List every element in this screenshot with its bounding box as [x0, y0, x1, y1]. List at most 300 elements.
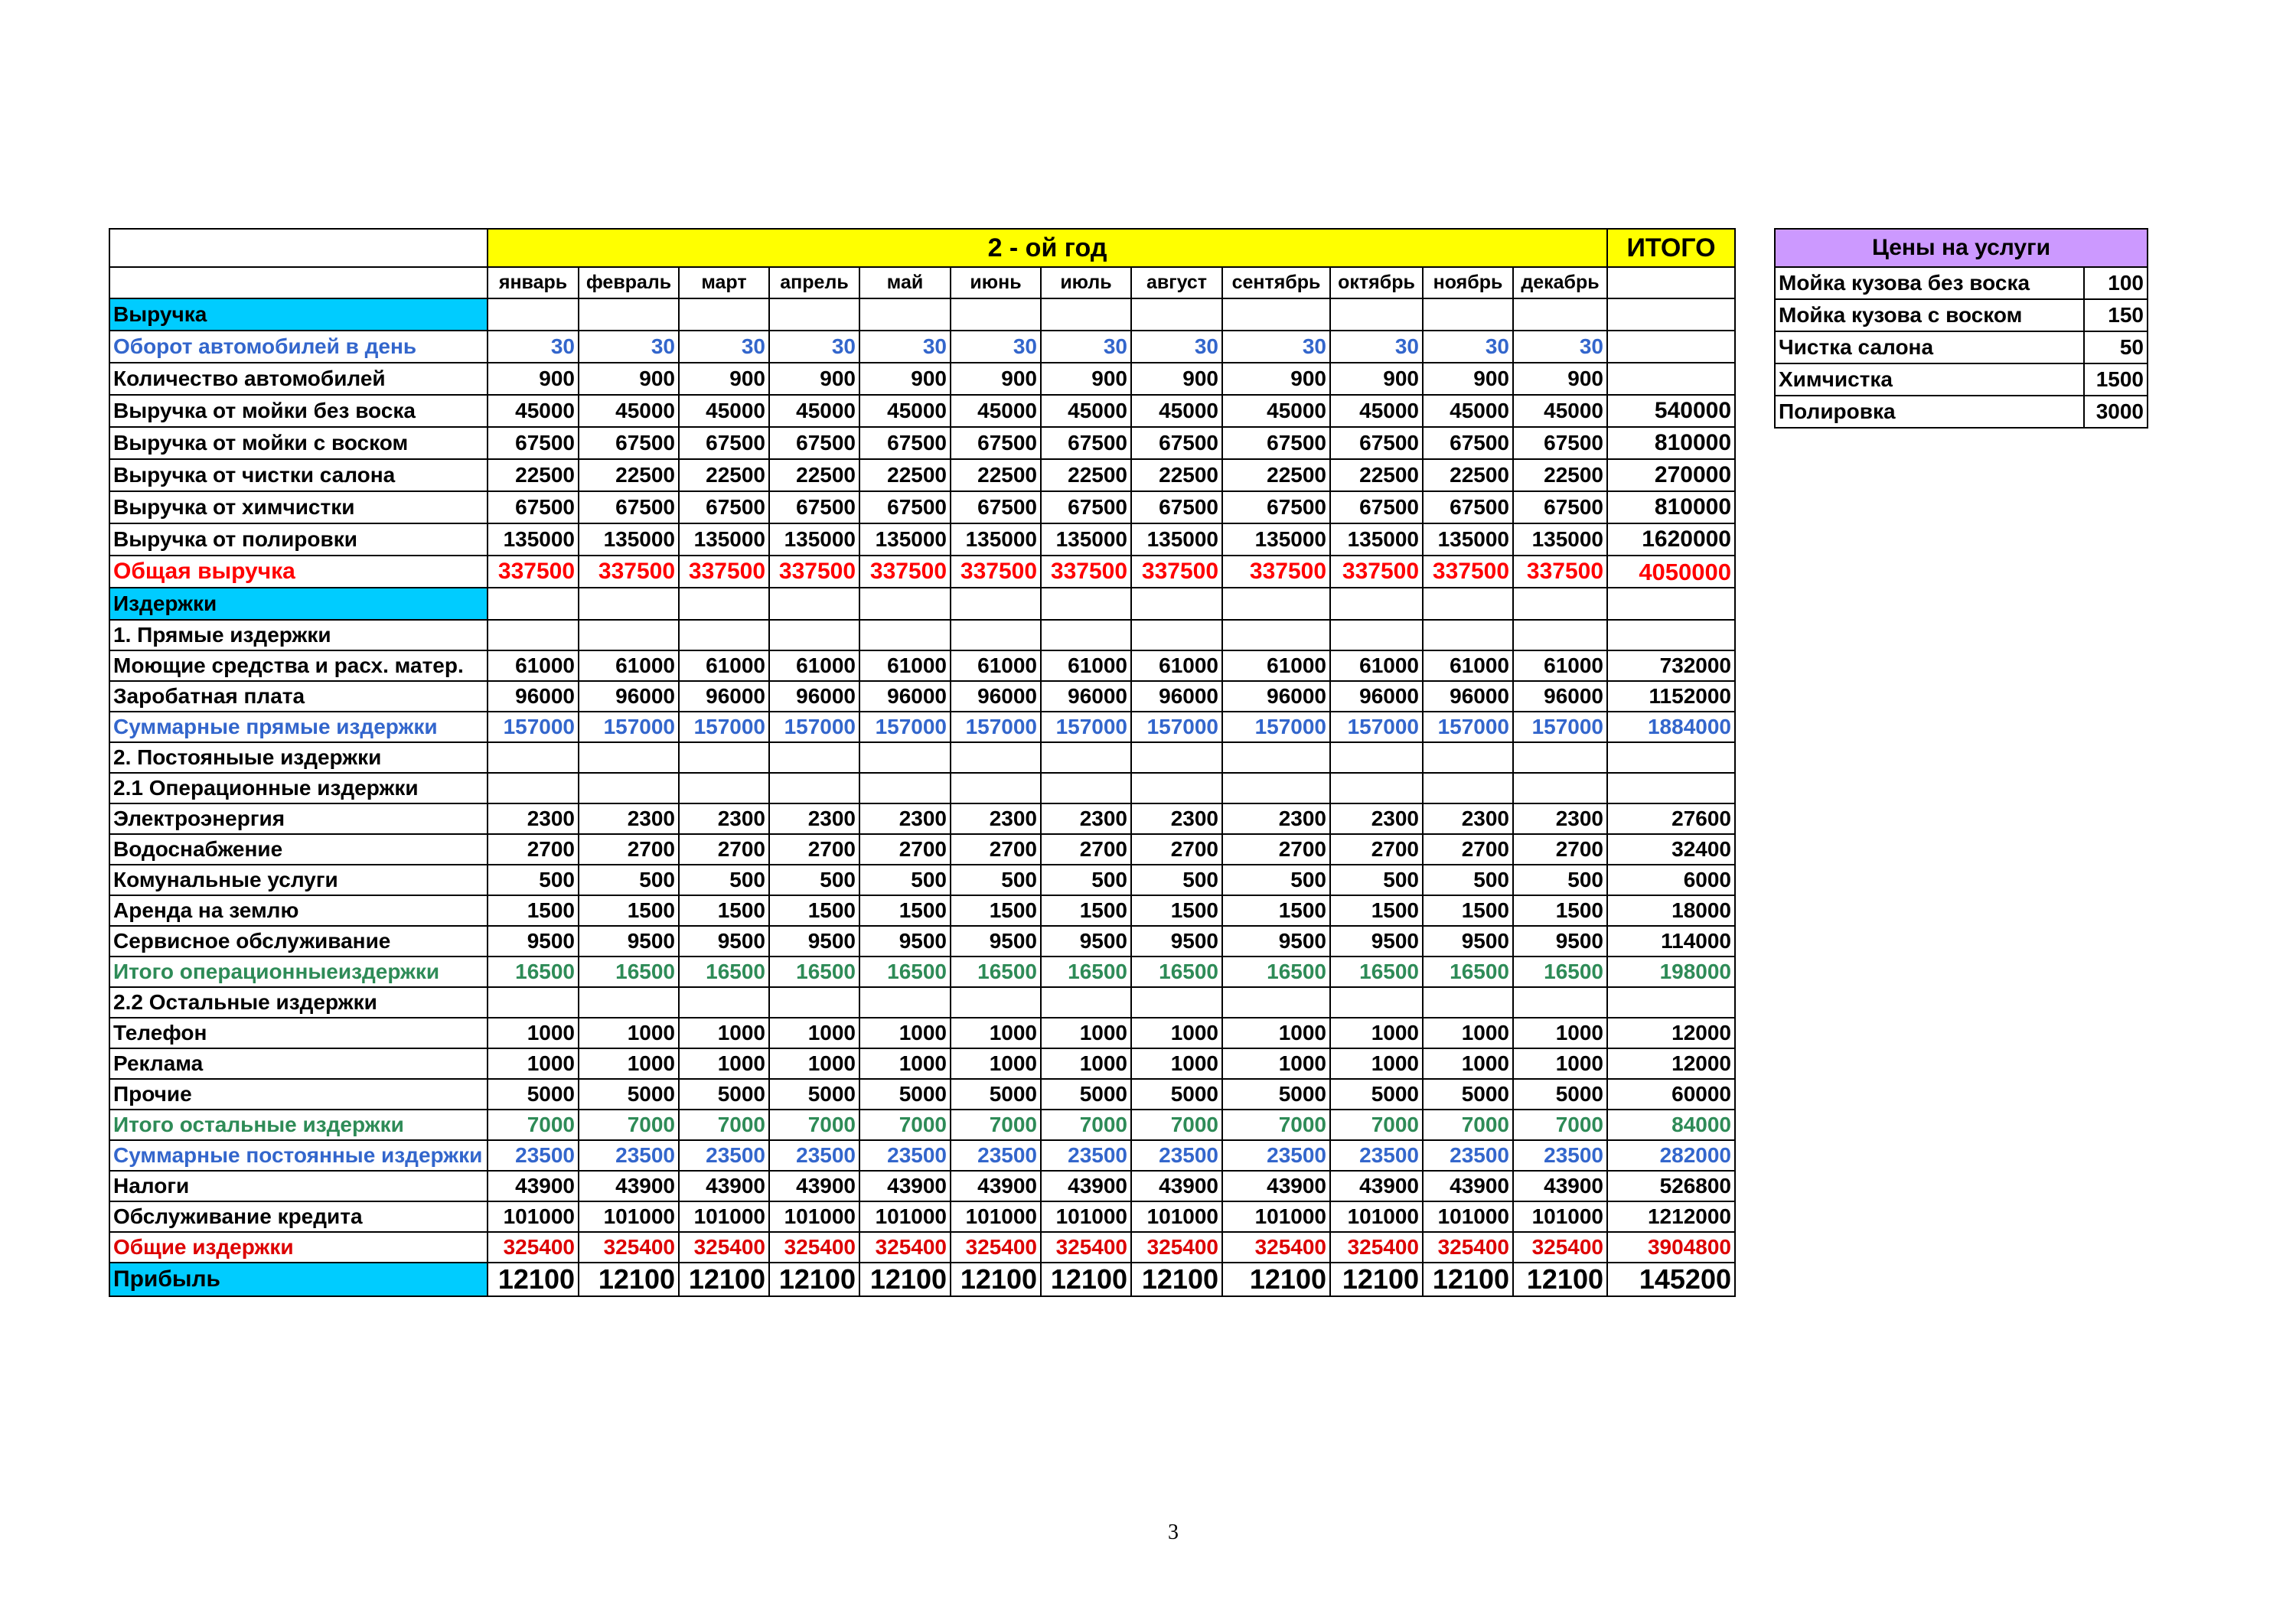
row-label: Итого операционныеиздержки — [109, 957, 488, 987]
value-cell: 30 — [1041, 331, 1131, 363]
value-cell: 61000 — [1222, 650, 1330, 681]
value-cell: 1000 — [1330, 1048, 1423, 1079]
value-cell: 325400 — [1330, 1232, 1423, 1263]
value-cell — [1423, 298, 1513, 331]
value-cell: 67500 — [1041, 491, 1131, 523]
value-cell: 67500 — [1423, 491, 1513, 523]
value-cell — [951, 620, 1041, 650]
value-cell — [769, 620, 859, 650]
value-cell: 16500 — [1513, 957, 1607, 987]
value-cell: 2300 — [951, 803, 1041, 834]
value-cell: 500 — [769, 865, 859, 895]
value-cell: 135000 — [1513, 523, 1607, 556]
value-cell: 45000 — [769, 395, 859, 427]
value-cell: 7000 — [488, 1110, 579, 1140]
value-cell: 1500 — [679, 895, 769, 926]
value-cell: 67500 — [679, 427, 769, 459]
value-cell: 67500 — [1330, 491, 1423, 523]
month-header: январь — [488, 267, 579, 298]
value-cell: 30 — [951, 331, 1041, 363]
value-cell: 135000 — [1131, 523, 1222, 556]
value-cell — [769, 742, 859, 773]
value-cell: 337500 — [1330, 556, 1423, 588]
corner-cell — [109, 229, 488, 267]
value-cell: 22500 — [579, 459, 679, 491]
value-cell: 325400 — [769, 1232, 859, 1263]
value-cell: 45000 — [1041, 395, 1131, 427]
value-cell: 1000 — [859, 1048, 951, 1079]
total-cell: 540000 — [1607, 395, 1735, 427]
row-label: Реклама — [109, 1048, 488, 1079]
prices-title-row — [1775, 229, 2148, 267]
value-cell: 16500 — [1222, 957, 1330, 987]
value-cell: 1000 — [1222, 1018, 1330, 1048]
table-row — [109, 1171, 1735, 1201]
value-cell: 101000 — [859, 1201, 951, 1232]
value-cell: 1000 — [859, 1018, 951, 1048]
value-cell: 325400 — [1423, 1232, 1513, 1263]
value-cell: 1500 — [1330, 895, 1423, 926]
value-cell: 1000 — [1513, 1048, 1607, 1079]
value-cell — [1330, 773, 1423, 803]
value-cell: 61000 — [859, 650, 951, 681]
value-cell: 12100 — [1222, 1263, 1330, 1296]
value-cell: 7000 — [1222, 1110, 1330, 1140]
value-cell: 101000 — [1041, 1201, 1131, 1232]
value-cell: 30 — [679, 331, 769, 363]
value-cell: 61000 — [951, 650, 1041, 681]
value-cell: 500 — [859, 865, 951, 895]
value-cell: 900 — [951, 363, 1041, 395]
total-cell: 114000 — [1607, 926, 1735, 957]
value-cell: 1500 — [1131, 895, 1222, 926]
value-cell: 135000 — [1222, 523, 1330, 556]
value-cell — [679, 987, 769, 1018]
value-cell: 30 — [1423, 331, 1513, 363]
value-cell: 43900 — [1222, 1171, 1330, 1201]
value-cell: 23500 — [579, 1140, 679, 1171]
value-cell: 22500 — [1131, 459, 1222, 491]
value-cell: 500 — [1222, 865, 1330, 895]
value-cell — [951, 742, 1041, 773]
row-label: Выручка от мойки с воском — [109, 427, 488, 459]
service-price: 3000 — [2084, 396, 2148, 428]
table-row — [109, 1140, 1735, 1171]
service-name: Мойка кузова с воском — [1775, 299, 2084, 331]
value-cell: 43900 — [1131, 1171, 1222, 1201]
value-cell — [579, 773, 679, 803]
value-cell: 7000 — [859, 1110, 951, 1140]
value-cell: 2300 — [859, 803, 951, 834]
value-cell: 500 — [951, 865, 1041, 895]
value-cell — [1041, 987, 1131, 1018]
value-cell: 43900 — [679, 1171, 769, 1201]
value-cell: 2700 — [488, 834, 579, 865]
value-cell: 135000 — [859, 523, 951, 556]
value-cell: 22500 — [1222, 459, 1330, 491]
value-cell: 96000 — [769, 681, 859, 712]
value-cell — [1222, 742, 1330, 773]
value-cell: 157000 — [1131, 712, 1222, 742]
value-cell: 500 — [488, 865, 579, 895]
row-label: Обслуживание кредита — [109, 1201, 488, 1232]
value-cell: 7000 — [1131, 1110, 1222, 1140]
service-name: Мойка кузова без воска — [1775, 267, 2084, 299]
value-cell: 500 — [1513, 865, 1607, 895]
row-label: Количество автомобилей — [109, 363, 488, 395]
value-cell: 135000 — [488, 523, 579, 556]
value-cell: 30 — [488, 331, 579, 363]
value-cell: 96000 — [1330, 681, 1423, 712]
total-cell: 282000 — [1607, 1140, 1735, 1171]
value-cell: 43900 — [1423, 1171, 1513, 1201]
value-cell — [1330, 588, 1423, 620]
value-cell: 2700 — [1041, 834, 1131, 865]
value-cell: 337500 — [679, 556, 769, 588]
value-cell: 61000 — [1131, 650, 1222, 681]
value-cell: 96000 — [1041, 681, 1131, 712]
value-cell — [769, 588, 859, 620]
value-cell — [679, 773, 769, 803]
value-cell: 22500 — [951, 459, 1041, 491]
value-cell: 96000 — [1222, 681, 1330, 712]
row-label: Прибыль — [109, 1263, 488, 1296]
value-cell — [1222, 298, 1330, 331]
value-cell — [1041, 620, 1131, 650]
value-cell: 61000 — [1041, 650, 1131, 681]
value-cell — [1513, 742, 1607, 773]
value-cell: 43900 — [579, 1171, 679, 1201]
value-cell: 325400 — [1131, 1232, 1222, 1263]
value-cell: 2700 — [1222, 834, 1330, 865]
value-cell: 337500 — [1423, 556, 1513, 588]
value-cell: 67500 — [488, 491, 579, 523]
value-cell: 101000 — [1513, 1201, 1607, 1232]
value-cell: 157000 — [679, 712, 769, 742]
value-cell — [859, 588, 951, 620]
value-cell: 2300 — [1330, 803, 1423, 834]
value-cell: 7000 — [1423, 1110, 1513, 1140]
value-cell: 2300 — [1423, 803, 1513, 834]
value-cell: 23500 — [679, 1140, 769, 1171]
value-cell — [1513, 620, 1607, 650]
month-header: октябрь — [1330, 267, 1423, 298]
value-cell: 23500 — [951, 1140, 1041, 1171]
value-cell: 43900 — [1041, 1171, 1131, 1201]
value-cell — [488, 298, 579, 331]
value-cell: 337500 — [769, 556, 859, 588]
value-cell: 1000 — [951, 1018, 1041, 1048]
value-cell: 45000 — [679, 395, 769, 427]
value-cell: 67500 — [769, 491, 859, 523]
value-cell: 500 — [579, 865, 679, 895]
table-row — [109, 331, 1735, 363]
value-cell: 157000 — [951, 712, 1041, 742]
value-cell: 30 — [1131, 331, 1222, 363]
value-cell: 1000 — [1222, 1048, 1330, 1079]
row-label: Итого остальные издержки — [109, 1110, 488, 1140]
table-row — [109, 1263, 1735, 1296]
table-row — [109, 620, 1735, 650]
value-cell — [1131, 298, 1222, 331]
row-label: Прочие — [109, 1079, 488, 1110]
row-label: Выручка от чистки салона — [109, 459, 488, 491]
value-cell: 67500 — [1330, 427, 1423, 459]
row-label: Выручка — [109, 298, 488, 331]
value-cell: 67500 — [859, 427, 951, 459]
value-cell: 23500 — [1222, 1140, 1330, 1171]
month-header: июль — [1041, 267, 1131, 298]
value-cell: 43900 — [1330, 1171, 1423, 1201]
value-cell: 5000 — [579, 1079, 679, 1110]
row-label: Суммарные постоянные издержки — [109, 1140, 488, 1171]
value-cell: 5000 — [1131, 1079, 1222, 1110]
value-cell: 7000 — [951, 1110, 1041, 1140]
value-cell: 45000 — [1513, 395, 1607, 427]
total-column-header — [1607, 267, 1735, 298]
service-name: Чистка салона — [1775, 331, 2084, 363]
value-cell: 2300 — [1513, 803, 1607, 834]
value-cell: 23500 — [1131, 1140, 1222, 1171]
value-cell — [1330, 298, 1423, 331]
value-cell: 5000 — [1423, 1079, 1513, 1110]
value-cell: 1000 — [1041, 1018, 1131, 1048]
value-cell: 2700 — [579, 834, 679, 865]
value-cell: 96000 — [1423, 681, 1513, 712]
service-name: Полировка — [1775, 396, 2084, 428]
value-cell: 1000 — [1423, 1018, 1513, 1048]
value-cell: 23500 — [859, 1140, 951, 1171]
value-cell: 16500 — [679, 957, 769, 987]
value-cell — [769, 773, 859, 803]
month-header: март — [679, 267, 769, 298]
value-cell — [488, 987, 579, 1018]
value-cell: 12100 — [1330, 1263, 1423, 1296]
value-cell: 16500 — [1423, 957, 1513, 987]
value-cell: 7000 — [1513, 1110, 1607, 1140]
row-label: Комунальные услуги — [109, 865, 488, 895]
value-cell: 45000 — [579, 395, 679, 427]
table-row — [109, 834, 1735, 865]
value-cell: 22500 — [1041, 459, 1131, 491]
value-cell — [1222, 588, 1330, 620]
row-label: 1. Прямые издержки — [109, 620, 488, 650]
value-cell: 67500 — [769, 427, 859, 459]
value-cell: 325400 — [579, 1232, 679, 1263]
value-cell: 337500 — [579, 556, 679, 588]
table-row — [109, 865, 1735, 895]
value-cell: 9500 — [1423, 926, 1513, 957]
value-cell: 22500 — [1423, 459, 1513, 491]
value-cell: 67500 — [488, 427, 579, 459]
value-cell: 67500 — [1513, 491, 1607, 523]
page-number: 3 — [1168, 1520, 1179, 1544]
row-label: Общие издержки — [109, 1232, 488, 1263]
service-price: 150 — [2084, 299, 2148, 331]
value-cell — [951, 298, 1041, 331]
value-cell: 61000 — [1330, 650, 1423, 681]
value-cell: 1000 — [488, 1018, 579, 1048]
value-cell: 135000 — [1423, 523, 1513, 556]
value-cell: 7000 — [579, 1110, 679, 1140]
table-row — [109, 803, 1735, 834]
total-cell: 18000 — [1607, 895, 1735, 926]
value-cell: 325400 — [488, 1232, 579, 1263]
value-cell: 67500 — [679, 491, 769, 523]
table-row — [109, 523, 1735, 556]
value-cell: 67500 — [1222, 427, 1330, 459]
value-cell: 157000 — [1041, 712, 1131, 742]
value-cell — [579, 742, 679, 773]
table-row — [109, 987, 1735, 1018]
value-cell: 500 — [1423, 865, 1513, 895]
value-cell: 2700 — [1513, 834, 1607, 865]
value-cell — [579, 588, 679, 620]
value-cell: 16500 — [769, 957, 859, 987]
month-header: апрель — [769, 267, 859, 298]
value-cell: 2700 — [679, 834, 769, 865]
value-cell: 96000 — [1131, 681, 1222, 712]
value-cell: 23500 — [1330, 1140, 1423, 1171]
value-cell: 135000 — [579, 523, 679, 556]
value-cell — [1423, 620, 1513, 650]
total-cell — [1607, 363, 1735, 395]
value-cell: 96000 — [488, 681, 579, 712]
value-cell — [1222, 987, 1330, 1018]
value-cell: 1000 — [769, 1018, 859, 1048]
value-cell: 1000 — [488, 1048, 579, 1079]
value-cell — [1513, 773, 1607, 803]
value-cell — [1330, 620, 1423, 650]
value-cell: 2700 — [951, 834, 1041, 865]
value-cell: 900 — [1222, 363, 1330, 395]
value-cell: 12100 — [1131, 1263, 1222, 1296]
total-cell — [1607, 588, 1735, 620]
value-cell: 61000 — [488, 650, 579, 681]
value-cell: 101000 — [1222, 1201, 1330, 1232]
value-cell — [1513, 298, 1607, 331]
table-row — [109, 1079, 1735, 1110]
value-cell: 500 — [1131, 865, 1222, 895]
service-name: Химчистка — [1775, 363, 2084, 396]
value-cell — [679, 298, 769, 331]
value-cell: 1000 — [679, 1018, 769, 1048]
total-cell: 27600 — [1607, 803, 1735, 834]
value-cell: 16500 — [488, 957, 579, 987]
value-cell: 900 — [859, 363, 951, 395]
value-cell — [951, 773, 1041, 803]
value-cell: 1000 — [951, 1048, 1041, 1079]
value-cell: 5000 — [679, 1079, 769, 1110]
row-label: Налоги — [109, 1171, 488, 1201]
value-cell: 101000 — [951, 1201, 1041, 1232]
value-cell: 30 — [769, 331, 859, 363]
table-row — [109, 1110, 1735, 1140]
table-row — [109, 926, 1735, 957]
value-cell: 2300 — [488, 803, 579, 834]
value-cell: 45000 — [859, 395, 951, 427]
table-row — [109, 712, 1735, 742]
total-cell: 198000 — [1607, 957, 1735, 987]
price-row — [1775, 267, 2148, 299]
value-cell: 900 — [769, 363, 859, 395]
value-cell: 337500 — [1131, 556, 1222, 588]
value-cell: 22500 — [769, 459, 859, 491]
value-cell: 101000 — [769, 1201, 859, 1232]
value-cell: 30 — [579, 331, 679, 363]
value-cell: 500 — [1041, 865, 1131, 895]
value-cell: 2700 — [1330, 834, 1423, 865]
total-cell: 3904800 — [1607, 1232, 1735, 1263]
value-cell: 16500 — [859, 957, 951, 987]
value-cell — [769, 987, 859, 1018]
table-row — [109, 773, 1735, 803]
value-cell — [1131, 742, 1222, 773]
value-cell: 1500 — [1041, 895, 1131, 926]
value-cell: 2700 — [1131, 834, 1222, 865]
value-cell: 9500 — [1222, 926, 1330, 957]
value-cell: 157000 — [1513, 712, 1607, 742]
price-row — [1775, 299, 2148, 331]
value-cell: 22500 — [1330, 459, 1423, 491]
total-cell: 12000 — [1607, 1018, 1735, 1048]
value-cell — [1423, 742, 1513, 773]
value-cell — [579, 987, 679, 1018]
total-cell — [1607, 987, 1735, 1018]
value-cell: 12100 — [488, 1263, 579, 1296]
value-cell: 1000 — [1041, 1048, 1131, 1079]
value-cell: 9500 — [1041, 926, 1131, 957]
value-cell: 45000 — [488, 395, 579, 427]
value-cell — [1222, 620, 1330, 650]
value-cell: 96000 — [679, 681, 769, 712]
value-cell: 67500 — [1222, 491, 1330, 523]
value-cell: 101000 — [679, 1201, 769, 1232]
value-cell: 9500 — [579, 926, 679, 957]
value-cell: 9500 — [859, 926, 951, 957]
value-cell: 157000 — [1330, 712, 1423, 742]
row-label: Выручка от полировки — [109, 523, 488, 556]
value-cell — [859, 298, 951, 331]
month-header-row — [109, 267, 1735, 298]
row-label: Выручка от мойки без воска — [109, 395, 488, 427]
row-label: Оборот автомобилей в день — [109, 331, 488, 363]
value-cell: 7000 — [679, 1110, 769, 1140]
table-row — [109, 681, 1735, 712]
month-header: ноябрь — [1423, 267, 1513, 298]
table-row — [109, 1018, 1735, 1048]
row-label: Моющие средства и расх. матер. — [109, 650, 488, 681]
value-cell: 101000 — [488, 1201, 579, 1232]
row-label: 2. Постояныые издержки — [109, 742, 488, 773]
value-cell: 325400 — [951, 1232, 1041, 1263]
value-cell: 67500 — [579, 427, 679, 459]
value-cell — [769, 298, 859, 331]
row-label: Общая выручка — [109, 556, 488, 588]
month-header: декабрь — [1513, 267, 1607, 298]
value-cell: 61000 — [679, 650, 769, 681]
value-cell: 30 — [1513, 331, 1607, 363]
value-cell: 900 — [1131, 363, 1222, 395]
value-cell: 67500 — [951, 491, 1041, 523]
value-cell: 2700 — [1423, 834, 1513, 865]
value-cell — [679, 588, 769, 620]
value-cell: 1500 — [1222, 895, 1330, 926]
month-header: август — [1131, 267, 1222, 298]
value-cell — [488, 773, 579, 803]
value-cell: 101000 — [1423, 1201, 1513, 1232]
value-cell: 30 — [1222, 331, 1330, 363]
